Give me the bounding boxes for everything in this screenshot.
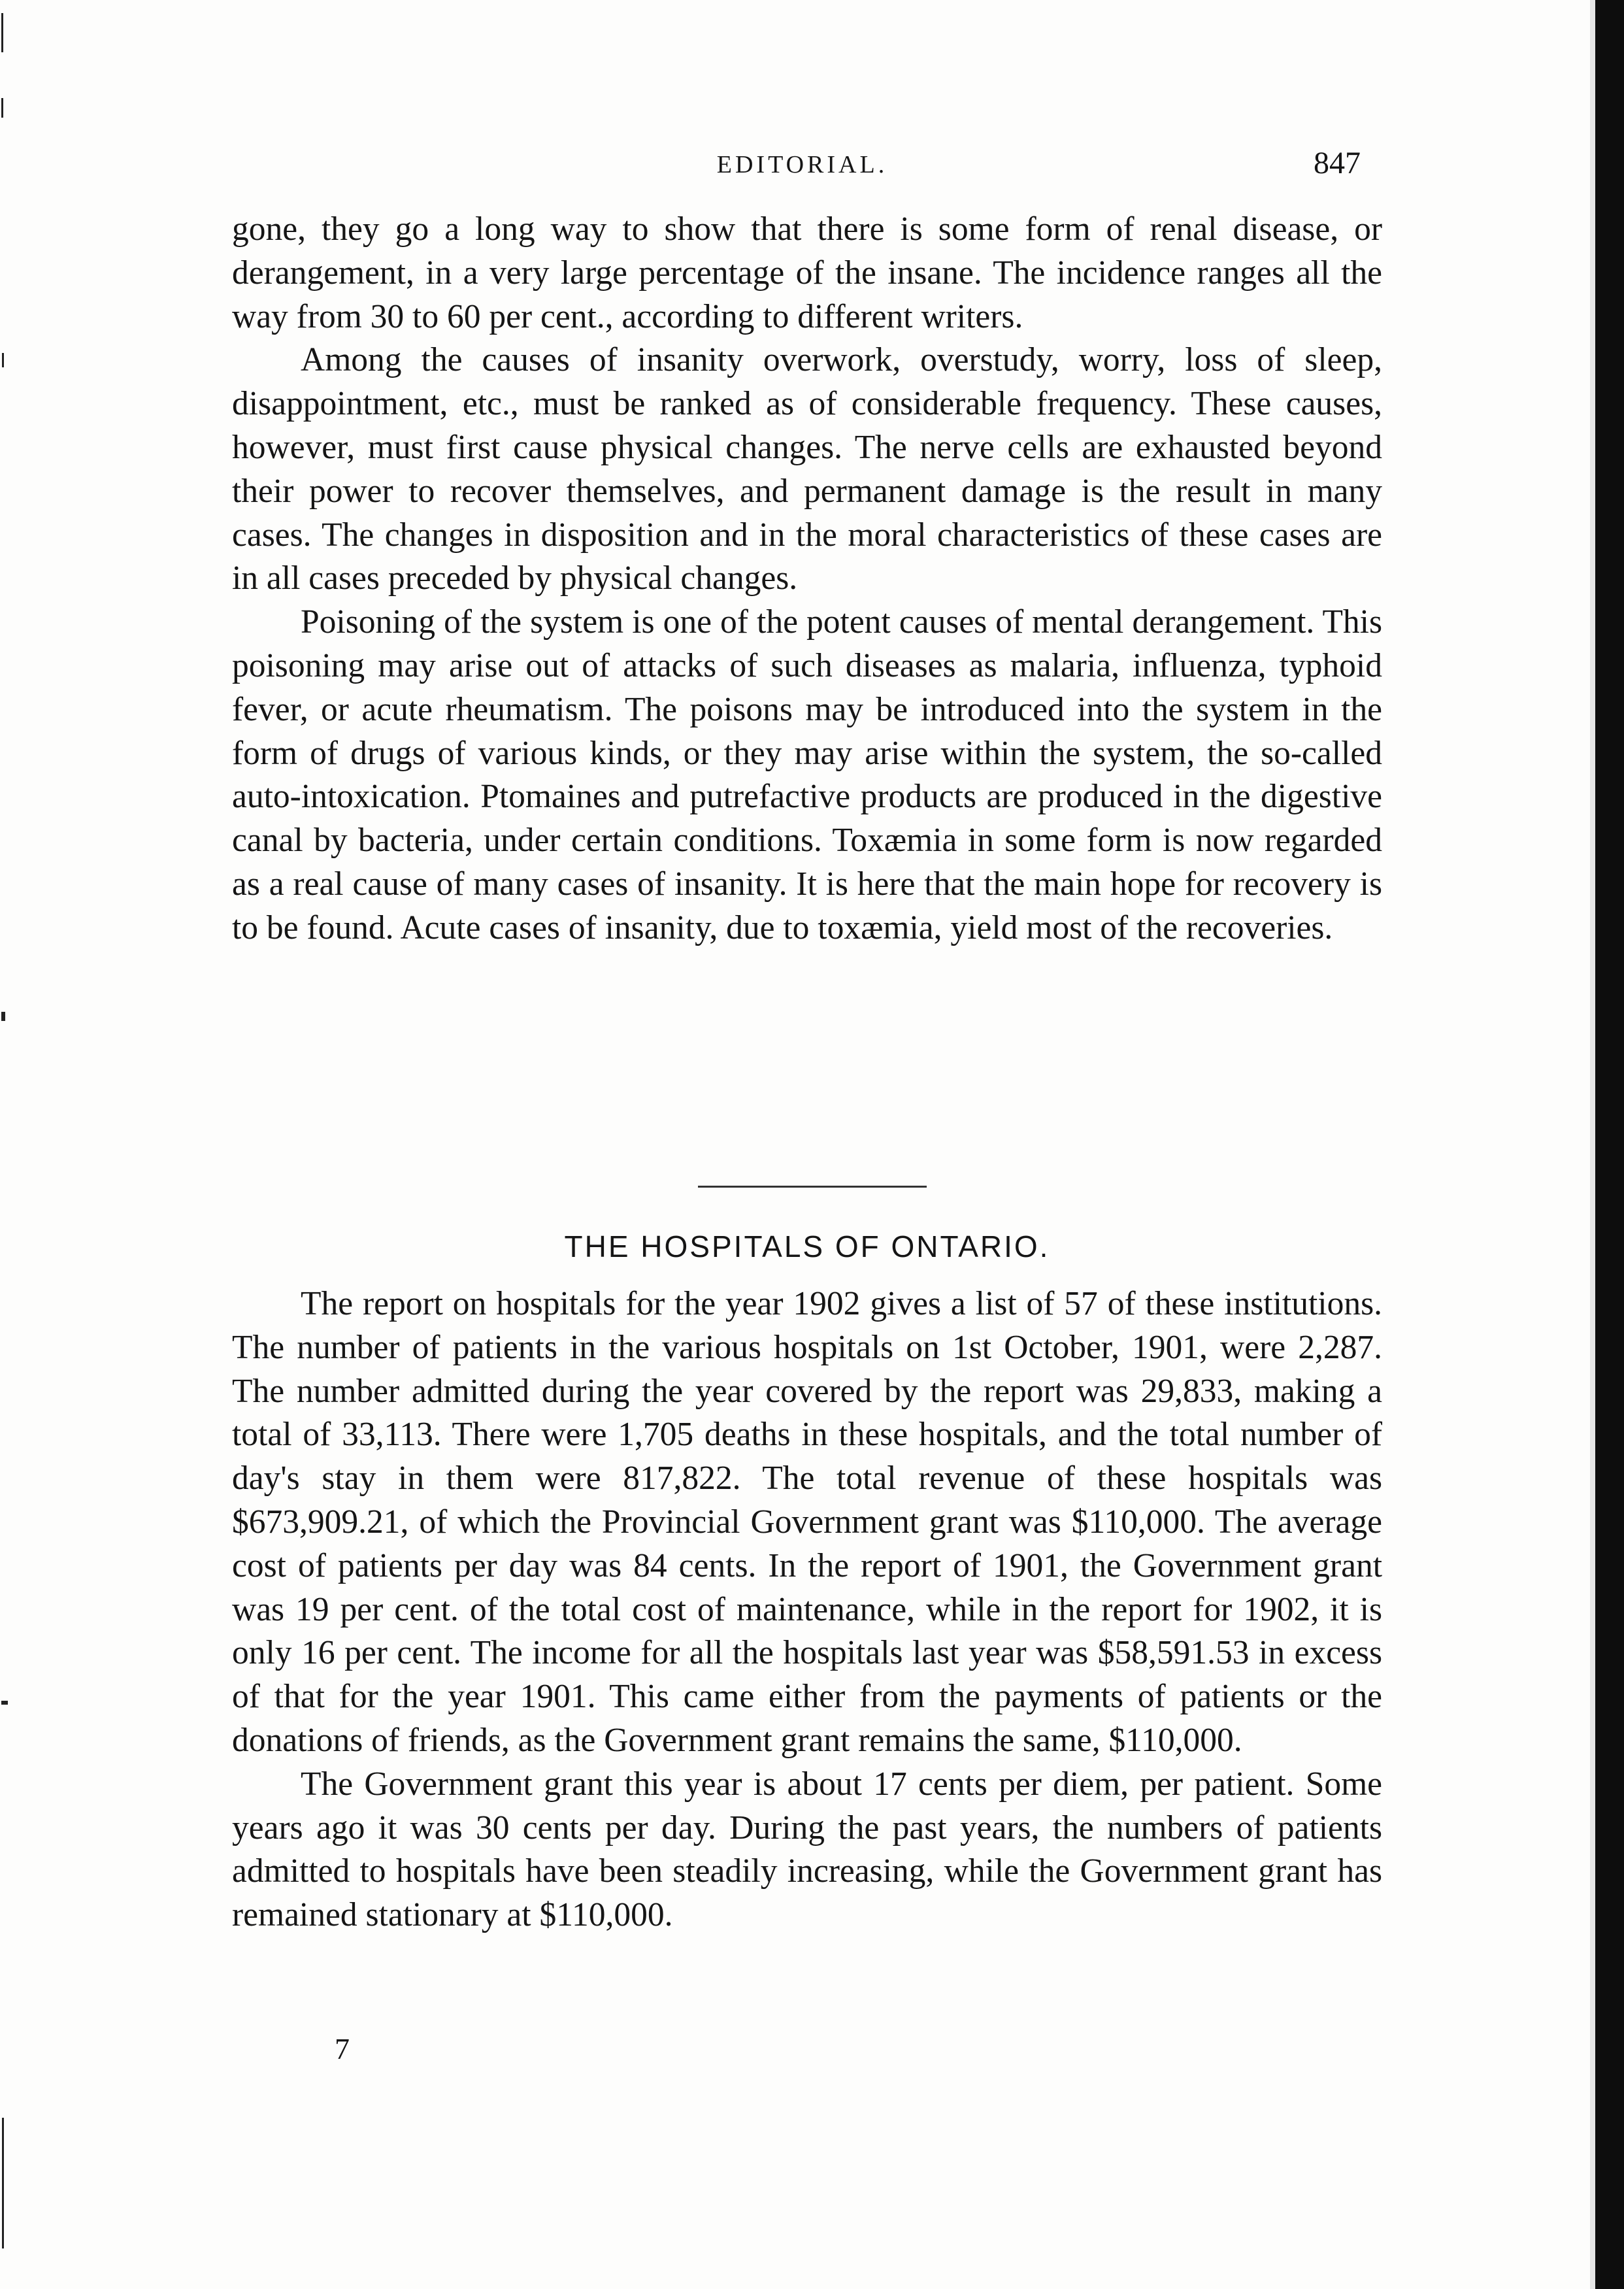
section-body xyxy=(232,1282,1382,1937)
binding-edge-gap xyxy=(1590,0,1595,2289)
signature-mark: 7 xyxy=(335,2032,350,2065)
running-head xyxy=(232,145,1372,184)
editorial-paragraph: gone, they go a long way to show that there is some form of renal disease, or derangement, in a very large percentage of the insane. The incidence ranges all the way from 30 to 60 per cent., according to different writers. xyxy=(232,210,1382,335)
section-divider xyxy=(698,1186,927,1188)
left-margin-specks xyxy=(0,0,7,2289)
editorial-body xyxy=(232,208,1382,950)
section-title: THE HOSPITALS OF ONTARIO. xyxy=(564,1229,1050,1263)
margin-speck xyxy=(1,13,3,52)
page-number: 847 xyxy=(1314,146,1361,180)
margin-speck xyxy=(2,2118,4,2248)
section-paragraph: The Government grant this year is about 17 cents per diem, per patient. Some years ago it was 30 cents per day. During the past years, the numbers of patients admitted to hospitals have been steadily increasing, while the Government grant has remained stationary at $110,000. xyxy=(232,1765,1382,1934)
margin-speck xyxy=(1,1701,8,1705)
margin-speck xyxy=(1,98,3,118)
margin-speck xyxy=(2,353,4,367)
running-title: EDITORIAL. xyxy=(716,151,888,178)
section-paragraph: The report on hospitals for the year 1902 gives a list of 57 of these institutions. The number of patients in the various hospitals on 1st October, 1901, were 2,287. The number admitted during the year covered by the report was 29,833, making a total of 33,113. There were 1,705 deaths in these hospitals, and the total number of day's stay in them were 817,822. The total revenue of these hospitals was $673,909.21, of which the Provincial Government grant was $110,000. The average cost of patients per day was 84 cents. In the report of 1901, the Government grant was 19 per cent. of the total cost of maintenance, while in the report for 1902, it is only 16 per cent. The income for all the hospitals last year was $58,591.53 in excess of that for the year 1901. This came either from the payments of patients or the donations of friends, as the Government grant remains the same, $110,000. xyxy=(232,1285,1382,1759)
editorial-paragraph: Among the causes of insanity overwork, overstudy, worry, loss of sleep, disappointment, etc., must be ranked as of considerable frequency. These causes, however, must first cause physical changes. The nerve cells are exhausted beyond their power to recover themselves, and permanent damage is the result in many cases. The changes in disposition and in the moral characteristics of these cases are in all cases preceded by physical changes. xyxy=(232,341,1382,597)
editorial-paragraph: Poisoning of the system is one of the potent causes of mental derangement. This poisoning may arise out of attacks of such diseases as malaria, influenza, typhoid fever, or acute rheumatism. The poisons may be introduced into the system in the form of drugs of various kinds, or they may arise within the system, the so-called auto-intoxication. Ptomaines and putrefactive products are produced in the digestive canal by bacteria, under certain conditions. Toxæmia in some form is now regarded as a real cause of many cases of insanity. It is here that the main hope for recovery is to be found. Acute cases of insanity, due to toxæmia, yield most of the recoveries. xyxy=(232,603,1382,946)
margin-speck xyxy=(1,1012,5,1021)
binding-edge xyxy=(1595,0,1624,2289)
